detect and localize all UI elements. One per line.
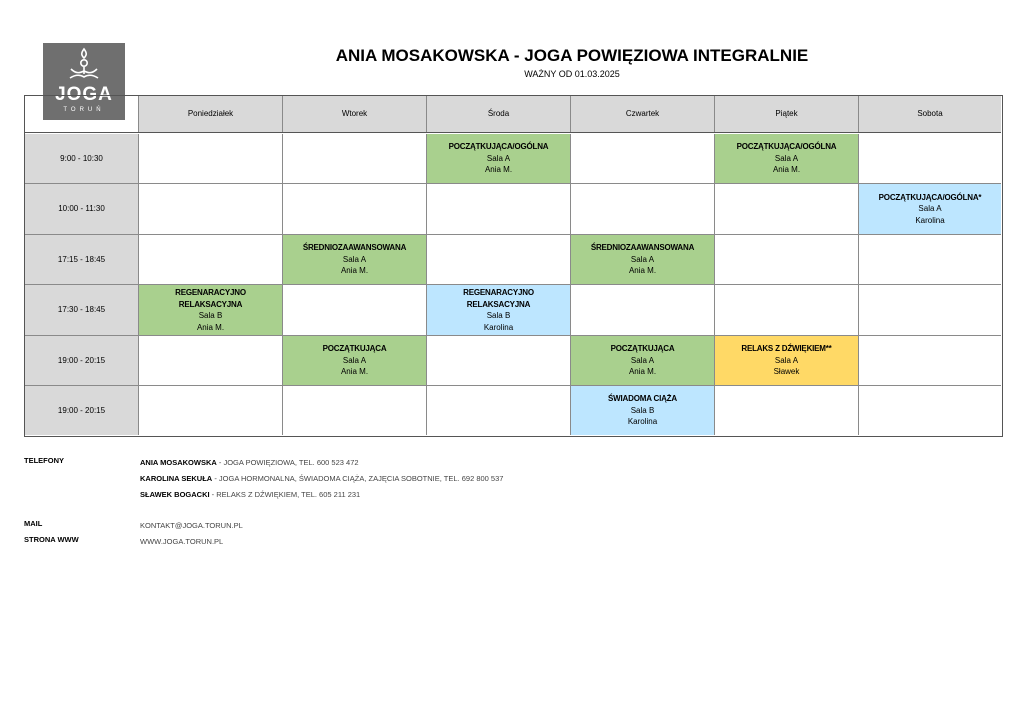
schedule-grid bbox=[24, 95, 1003, 437]
class-name: POCZĄTKUJĄCA bbox=[322, 344, 387, 354]
empty-slot bbox=[139, 184, 283, 235]
class-room: Sala A bbox=[774, 153, 799, 163]
day-label: Środa bbox=[487, 109, 510, 119]
class-slot bbox=[859, 184, 1001, 235]
class-slot bbox=[139, 285, 283, 336]
empty-slot bbox=[859, 134, 1001, 184]
empty-slot bbox=[859, 285, 1001, 336]
day-label: Poniedziałek bbox=[187, 109, 234, 119]
empty-slot bbox=[427, 235, 571, 285]
time-cell bbox=[25, 184, 139, 235]
class-slot bbox=[427, 285, 571, 336]
time-label: 17:30 - 18:45 bbox=[57, 305, 106, 315]
contact-name: ANIA MOSAKOWSKA bbox=[140, 458, 217, 467]
phone-line-slawek bbox=[140, 490, 360, 499]
empty-slot bbox=[283, 285, 427, 336]
class-teacher: Ania M. bbox=[340, 266, 369, 276]
class-name: POCZĄTKUJĄCA/OGÓLNA bbox=[736, 142, 837, 152]
time-label: 10:00 - 11:30 bbox=[58, 204, 105, 214]
class-room: Sala B bbox=[486, 311, 511, 320]
empty-slot bbox=[571, 184, 715, 235]
day-label: Piątek bbox=[775, 109, 798, 119]
day-label: Czwartek bbox=[625, 109, 660, 119]
empty-slot bbox=[427, 336, 571, 386]
time-cell bbox=[25, 235, 139, 285]
empty-slot bbox=[859, 235, 1001, 285]
time-label: 19:00 - 20:15 bbox=[57, 405, 106, 415]
empty-slot bbox=[715, 235, 859, 285]
empty-slot bbox=[715, 184, 859, 235]
empty-slot bbox=[715, 386, 859, 435]
contact-details: - RELAKS Z DŹWIĘKIEM, TEL. 605 211 231 bbox=[209, 490, 361, 499]
empty-slot bbox=[283, 386, 427, 435]
phones-label: TELEFONY bbox=[24, 456, 65, 465]
day-header-friday bbox=[715, 96, 859, 133]
class-room: Sala A bbox=[918, 204, 942, 214]
class-slot bbox=[283, 235, 427, 285]
class-room: Sala B bbox=[630, 405, 655, 415]
logo-word: JOGA bbox=[55, 84, 113, 105]
empty-slot bbox=[139, 134, 283, 184]
empty-slot bbox=[139, 336, 283, 386]
contact-details: - JOGA POWIĘZIOWA, TEL. 600 523 472 bbox=[216, 458, 359, 467]
class-slot bbox=[715, 134, 859, 184]
day-header-monday bbox=[139, 96, 283, 133]
header-separator bbox=[25, 132, 1001, 133]
class-slot bbox=[427, 134, 571, 184]
class-name-line2: RELAKSACYJNA bbox=[178, 299, 243, 309]
class-teacher: Sławek bbox=[773, 367, 800, 377]
time-label: 17:15 - 18:45 bbox=[57, 254, 106, 264]
time-label: 19:00 - 20:15 bbox=[57, 355, 106, 365]
logo-city: TORUŃ bbox=[63, 107, 105, 113]
class-room: Sala A bbox=[486, 153, 511, 163]
class-room: Sala A bbox=[630, 355, 655, 365]
empty-slot bbox=[283, 184, 427, 235]
class-teacher: Ania M. bbox=[628, 367, 657, 377]
class-room: Sala A bbox=[342, 355, 367, 365]
meditation-figure-icon bbox=[43, 43, 125, 85]
corner-cell bbox=[25, 96, 139, 133]
class-teacher: Karolina bbox=[915, 215, 945, 225]
page-subtitle: WAŻNY OD 01.03.2025 bbox=[524, 69, 620, 79]
www-link[interactable]: WWW.JOGA.TORUN.PL bbox=[140, 537, 224, 546]
class-room: Sala A bbox=[630, 254, 655, 264]
class-teacher: Ania M. bbox=[340, 367, 369, 377]
day-label: Sobota bbox=[917, 109, 943, 119]
empty-slot bbox=[139, 386, 283, 435]
class-teacher: Karolina bbox=[483, 322, 514, 332]
time-cell bbox=[25, 285, 139, 336]
mail-label: MAIL bbox=[24, 519, 43, 528]
class-name-line1: REGENARACYJNO bbox=[463, 288, 534, 297]
empty-slot bbox=[283, 134, 427, 184]
class-slot bbox=[715, 336, 859, 386]
contact-details: - JOGA HORMONALNA, ŚWIADOMA CIĄŻA, ZAJĘCIA SOBOTNIE, TEL. 692 800 537 bbox=[212, 474, 504, 483]
class-name: ŚREDNIOZAAWANSOWANA bbox=[590, 243, 695, 253]
class-slot bbox=[283, 336, 427, 386]
time-cell bbox=[25, 386, 139, 435]
mail-link[interactable]: KONTAKT@JOGA.TORUN.PL bbox=[140, 521, 243, 530]
day-header-saturday bbox=[859, 96, 1001, 133]
phone-line-karolina bbox=[140, 474, 503, 483]
time-cell bbox=[25, 134, 139, 184]
class-teacher: Karolina bbox=[627, 417, 658, 427]
empty-slot bbox=[571, 134, 715, 184]
www-label: STRONA WWW bbox=[24, 535, 79, 544]
class-room: Sala A bbox=[774, 355, 799, 365]
class-teacher: Ania M. bbox=[196, 322, 225, 332]
contact-name: SŁAWEK BOGACKI bbox=[140, 490, 210, 499]
class-name: ŚWIADOMA CIĄŻA bbox=[608, 394, 677, 404]
day-header-tuesday bbox=[283, 96, 427, 133]
class-teacher: Ania M. bbox=[484, 165, 513, 175]
day-header-wednesday bbox=[427, 96, 571, 133]
page-title: ANIA MOSAKOWSKA - JOGA POWIĘZIOWA INTEGRALNIE bbox=[335, 46, 809, 65]
empty-slot bbox=[427, 386, 571, 435]
empty-slot bbox=[139, 235, 283, 285]
empty-slot bbox=[859, 386, 1001, 435]
class-slot bbox=[571, 235, 715, 285]
contact-name: KAROLINA SEKUŁA bbox=[140, 474, 213, 483]
time-label: 9:00 - 10:30 bbox=[60, 153, 103, 163]
phone-line-ania bbox=[140, 458, 359, 467]
class-name-line2: RELAKSACYJNA bbox=[466, 299, 531, 309]
class-slot bbox=[571, 386, 715, 435]
class-name: ŚREDNIOZAAWANSOWANA bbox=[302, 243, 407, 253]
class-name: POCZĄTKUJĄCA bbox=[610, 344, 675, 354]
class-room: Sala B bbox=[198, 311, 223, 320]
class-teacher: Ania M. bbox=[628, 266, 657, 276]
class-slot bbox=[571, 336, 715, 386]
time-cell bbox=[25, 336, 139, 386]
day-label: Wtorek bbox=[341, 109, 368, 119]
empty-slot bbox=[571, 285, 715, 336]
class-name: POCZĄTKUJĄCA/OGÓLNA* bbox=[878, 192, 982, 202]
class-name-line1: REGENARACYJNO bbox=[175, 288, 246, 297]
class-name: POCZĄTKUJĄCA/OGÓLNA bbox=[448, 142, 549, 152]
empty-slot bbox=[427, 184, 571, 235]
class-name: RELAKS Z DŹWIĘKIEM** bbox=[741, 344, 832, 354]
class-room: Sala A bbox=[342, 254, 367, 264]
empty-slot bbox=[715, 285, 859, 336]
day-header-thursday bbox=[571, 96, 715, 133]
empty-slot bbox=[859, 336, 1001, 386]
class-teacher: Ania M. bbox=[772, 165, 801, 175]
